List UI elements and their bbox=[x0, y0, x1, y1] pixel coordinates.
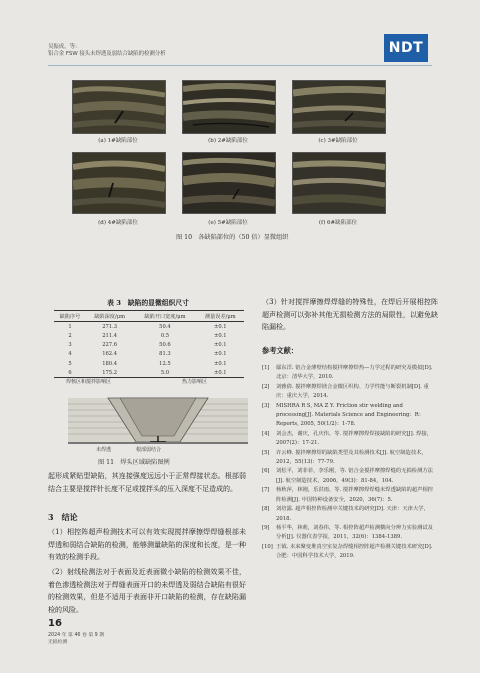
reference-item: [7] 杨秋萍，林刚，乐洪雨，等. 搅拌摩擦焊焊缝未焊透缺陷的超声相控阵检测[J]. 中国特种设备安全，2020，36(7)：5. bbox=[262, 487, 433, 503]
table-cell: 0.5 bbox=[160, 332, 170, 339]
reference-item: [3] MISHRA R S, MA Z Y. Friction stir welding and processing[J]. Materials Science and Engineering：R：Reports, 2005, 50(1/2)：1-78. bbox=[262, 402, 425, 428]
table-row bbox=[54, 368, 244, 378]
reference-item: [10] 王钺. 未来聚变堆真空室复杂焊缝相控阵超声检测关键技术研究[D]. 合肥：中国科学技术大学，2019. bbox=[262, 543, 433, 560]
table-header-cell: 测量误差/μm bbox=[197, 311, 244, 322]
micrograph-5 bbox=[182, 152, 276, 214]
micrograph-4-label: (d) 4#缺陷部位 bbox=[98, 220, 138, 226]
table-row bbox=[54, 322, 244, 332]
footer-journal: 无损检测 bbox=[48, 640, 68, 645]
micrograph-2-label: (b) 2#缺陷部位 bbox=[208, 138, 248, 144]
table-row bbox=[54, 331, 244, 340]
micrograph-3 bbox=[292, 80, 386, 134]
label-root-weak-bond: 根部弱结合 bbox=[136, 447, 162, 453]
table-cell: 180.4 bbox=[102, 360, 118, 367]
paragraph-conclusion-3: （3）针对搅拌摩擦焊焊缝的特殊性，在焊后开展相控阵超声检测可以弥补其他无损检测方法的局限性，以避免缺陷漏检。 bbox=[262, 298, 438, 331]
reference-item: [1] 鄢东洋. 铝合金薄壁结构搅拌摩擦焊热—力学过程的研究及模拟[D]. 北京：清华大学，2010. bbox=[262, 365, 433, 381]
micrograph-2 bbox=[182, 80, 276, 134]
reference-list bbox=[262, 364, 438, 562]
references-heading: 参考文献： bbox=[262, 346, 298, 355]
label-unwelded: 未焊透 bbox=[96, 447, 112, 453]
table-row bbox=[54, 341, 244, 350]
paragraph-conclusion-2: （2）射线检测法对于表面及近表面微小缺陷的检测效果不佳，着色渗透检测法对于焊缝表面开口的未焊透及弱结合缺陷有很好的检测效果，但是不适用于表面非开口缺陷的检测，存在缺陷漏检的风险。 bbox=[48, 568, 246, 614]
reference-item: [2] 刘雅倩. 搅拌摩擦焊镁合金微区织构、力学性能与断裂机制[D]. 重庆：重庆大学，2014. bbox=[262, 383, 429, 400]
figure-10-caption: 图 10 各缺陷部位的（50 倍）显微组织 bbox=[176, 234, 289, 241]
table-cell: 81.3 bbox=[159, 351, 171, 358]
micrograph-1 bbox=[72, 80, 166, 134]
table-cell: 5.0 bbox=[133, 368, 196, 378]
table-header-cell: 缺陷深度/μm bbox=[86, 311, 133, 322]
table-cell: 271.3 bbox=[102, 323, 118, 330]
micrograph-6 bbox=[292, 152, 386, 214]
header-title: 铝合金 FSW 接头未焊透及弱结合缺陷的检测分析 bbox=[48, 51, 166, 58]
header-authors: 吴振成，等： bbox=[48, 44, 81, 50]
table-cell: ±0.1 bbox=[214, 351, 227, 358]
label-tmaz: 热力影响区 bbox=[182, 379, 208, 385]
table-cell: ±0.1 bbox=[214, 332, 227, 339]
table-3-caption: 表 3 缺陷的显微组织尺寸 bbox=[107, 299, 189, 307]
micrograph-3-label: (c) 3#缺陷部位 bbox=[318, 138, 358, 144]
micrograph-6-label: (f) 6#缺陷部位 bbox=[318, 220, 358, 226]
reference-item: [4] 刘会杰，谢庆，孔庆伟，等. 搅拌摩擦焊焊接缺陷的研究[J]. 焊接，2007(2)：17-21. bbox=[262, 430, 433, 447]
reference-item: [5] 许云峰. 搅拌摩擦焊的缺陷类型及其检测技术[J]. 航空制造技术，2012，55(13)：77-79. bbox=[262, 449, 427, 466]
section-heading-conclusion: 3 结论 bbox=[48, 512, 78, 522]
label-nugget-zone: 焊核区和搅拌影响区 bbox=[66, 379, 112, 385]
figure-11-caption: 图 11 焊头区域缺陷图例 bbox=[98, 459, 170, 466]
table-cell: 2 bbox=[68, 332, 72, 339]
header-divider bbox=[48, 65, 432, 66]
table-3 bbox=[54, 310, 244, 378]
table-row bbox=[54, 359, 244, 368]
table-header-cell: 缺陷开口宽度/μm bbox=[133, 311, 196, 322]
table-cell: 162.4 bbox=[102, 351, 118, 358]
table-cell: ±0.1 bbox=[214, 323, 227, 330]
weld-schematic bbox=[68, 384, 248, 454]
micrograph-5-label: (e) 5#缺陷部位 bbox=[208, 220, 248, 226]
journal-logo: NDT bbox=[384, 34, 428, 62]
table-cell: 1 bbox=[68, 323, 72, 330]
paragraph-conclusion-1: （1）相控阵超声检测技术可以有效实现搅拌摩擦焊焊缝根部未焊透和弱结合缺陷的检测，能够测量缺陷的深度和长度，是一种有效的检测手段。 bbox=[48, 528, 246, 561]
table-cell: ±0.1 bbox=[214, 360, 227, 367]
table-row bbox=[54, 350, 244, 359]
table-cell: 227.6 bbox=[102, 342, 118, 349]
table-cell: 175.2 bbox=[86, 368, 133, 378]
table-cell: ±0.1 bbox=[197, 368, 244, 378]
table-cell: 5 bbox=[68, 360, 72, 367]
table-cell: 4 bbox=[68, 351, 72, 358]
table-cell: 50.4 bbox=[159, 323, 171, 330]
paragraph-defect-cause: 起形成紧贴型缺陷，其连接强度远远小于正常焊接状态。根部弱结合主要是搅拌针长度不足或搅拌头的压入深度不足造成的。 bbox=[48, 472, 246, 493]
page-number: 16 bbox=[48, 618, 62, 629]
table-header-row bbox=[54, 311, 244, 322]
table-header-cell: 缺陷序号 bbox=[54, 311, 86, 322]
table-cell: 3 bbox=[68, 342, 72, 349]
table-cell: 6 bbox=[54, 368, 86, 378]
reference-item: [9] 杨平华，林莉，刘春伟，等. 相控阵超声检测横向分辨力实验测试及分析[J]. 仪器仪表学报，2011，32(6)：1384-1389. bbox=[262, 524, 433, 541]
reference-item: [6] 刘松平，刘菲菲，李乐刚，等. 铝合金搅拌摩擦焊缝的无损检测方法[J]. 航空制造技术，2006，49(3)：81-84，104. bbox=[262, 468, 433, 484]
table-cell: 12.5 bbox=[159, 360, 171, 367]
micrograph-1-label: (a) 1#缺陷部位 bbox=[98, 138, 138, 144]
table-cell: 50.6 bbox=[159, 342, 171, 349]
micrograph-4 bbox=[72, 152, 166, 214]
table-cell: 211.4 bbox=[102, 332, 118, 339]
reference-item: [8] 刘培露. 超声相控阵检测中关键技术的研究[D]. 天津：天津大学，2018. bbox=[262, 506, 429, 522]
footer-issue: 2024 年 第 46 卷 第 9 期 bbox=[48, 633, 105, 638]
table-cell: ±0.1 bbox=[214, 342, 227, 349]
running-header bbox=[48, 44, 166, 59]
footer-info bbox=[48, 632, 104, 646]
